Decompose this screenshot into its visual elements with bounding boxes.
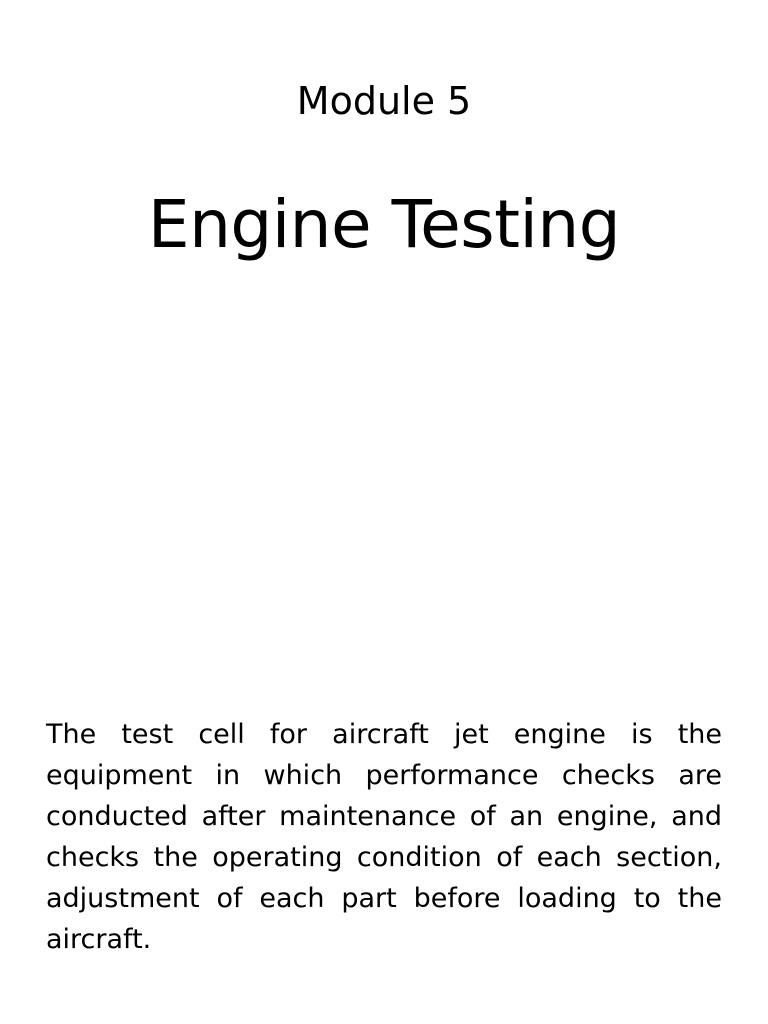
body-paragraph: The test cell for aircraft jet engine is the equipment in which performance checks are conducted after maintenance of an engine, and checks the operating condition of each section, adjustment of each part before loading to the aircraft. xyxy=(46,719,722,955)
module-label: Module 5 xyxy=(296,79,472,123)
page-title: Engine Testing xyxy=(147,186,621,263)
